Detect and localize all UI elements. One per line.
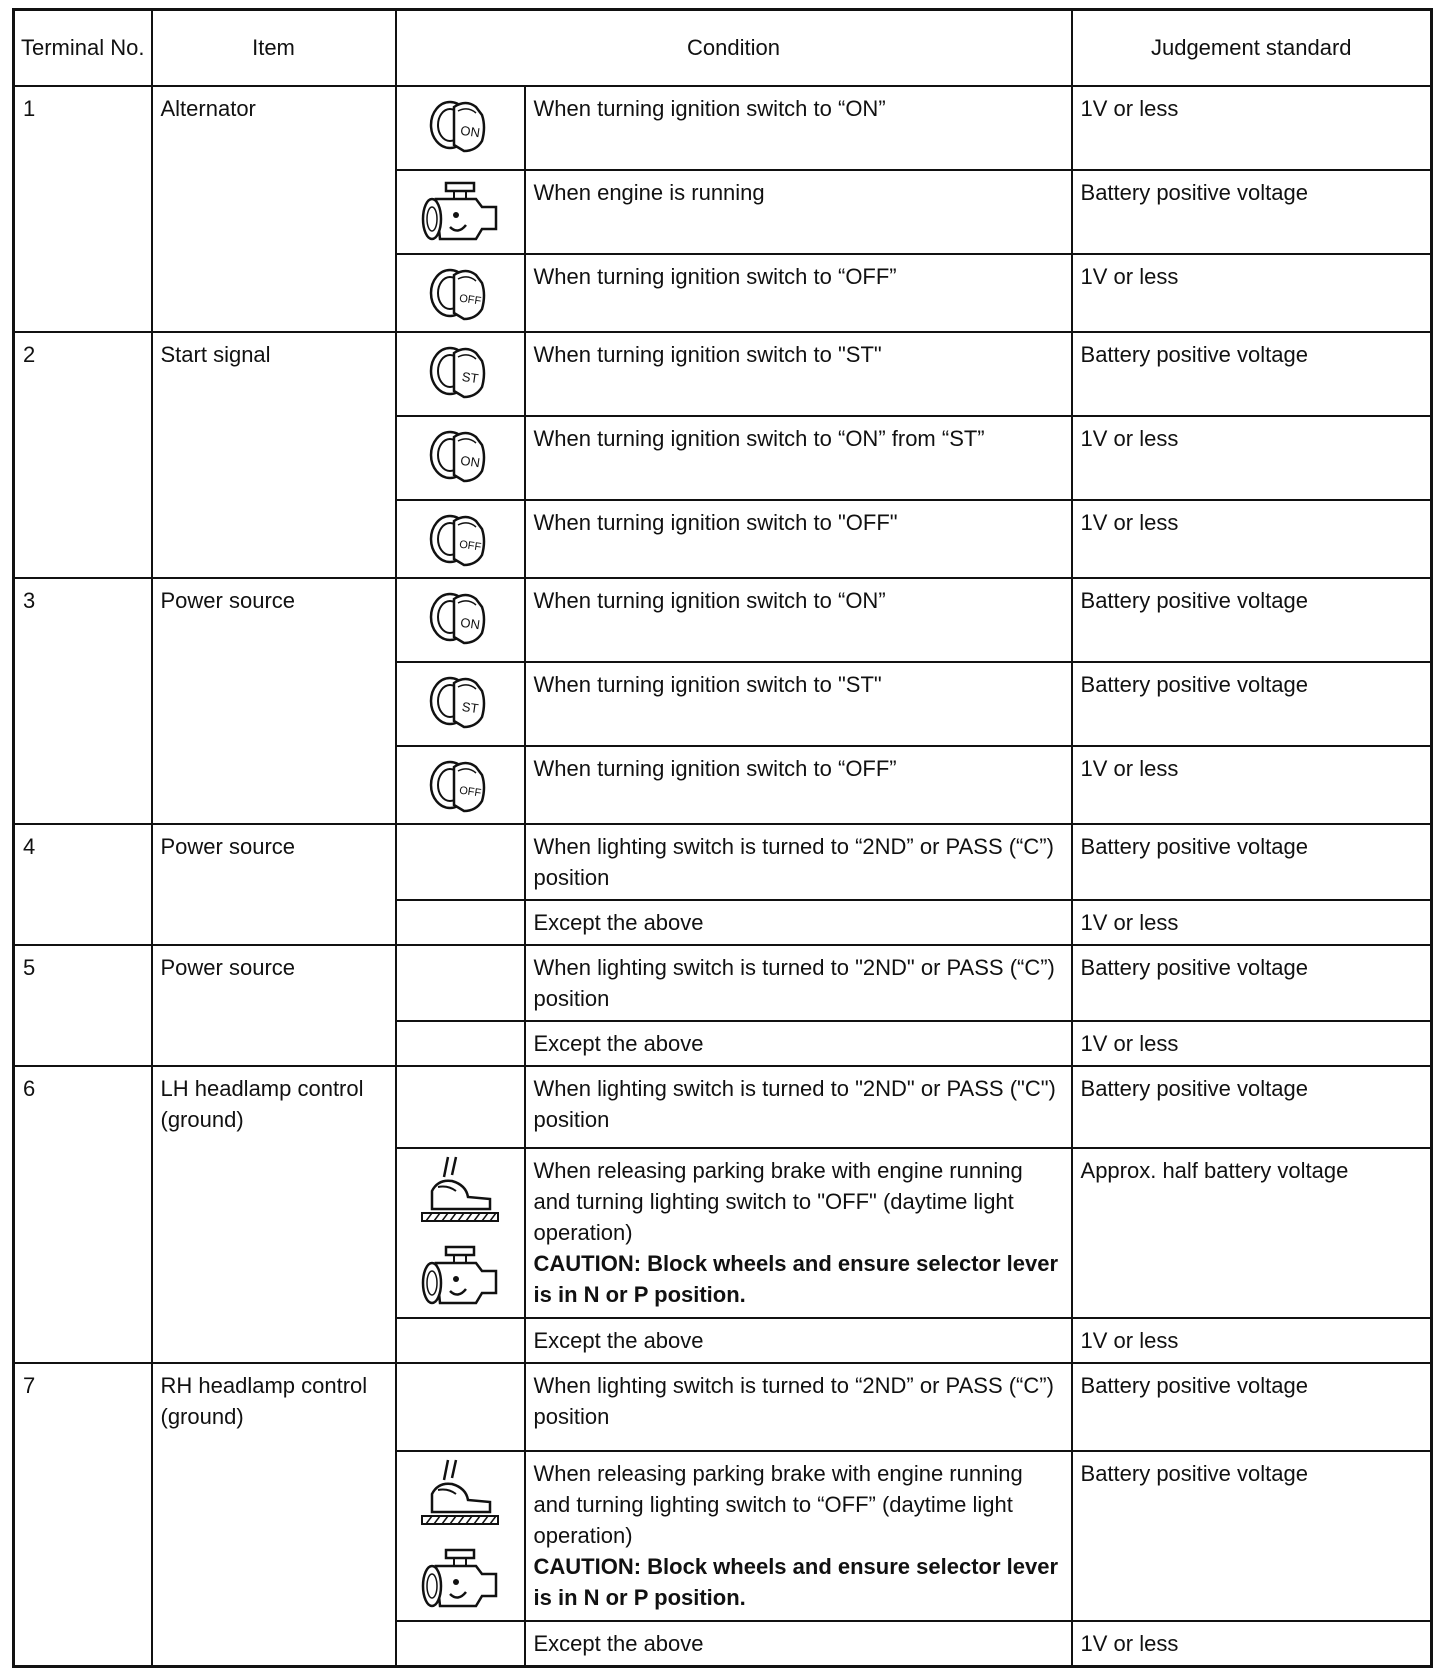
condition-text: When releasing parking brake with engine running and turning lighting switch to “OFF” (daytime light operation) bbox=[533, 1460, 1023, 1548]
item-cell: RH headlamp control (ground) bbox=[152, 1363, 396, 1667]
judgement-standard-cell: 1V or less bbox=[1072, 1318, 1432, 1363]
ignition-key-on-icon bbox=[396, 86, 525, 170]
engine-running-icon bbox=[396, 170, 525, 254]
judgement-standard-cell: 1V or less bbox=[1072, 500, 1432, 578]
condition-cell bbox=[525, 746, 1072, 824]
svg-text:ST: ST bbox=[460, 368, 480, 386]
table-row bbox=[14, 945, 1432, 1021]
item-cell: Alternator bbox=[152, 86, 396, 332]
condition-text: When lighting switch is turned to "2ND" or PASS ("C") position bbox=[533, 1075, 1056, 1132]
header-terminal-no: Terminal No. bbox=[14, 10, 152, 86]
condition-text: Except the above bbox=[533, 1630, 704, 1656]
table-row bbox=[14, 332, 1432, 416]
parking-brake-and-engine-icon bbox=[396, 1148, 525, 1318]
condition-text: Except the above bbox=[533, 1327, 704, 1353]
condition-cell bbox=[525, 824, 1072, 900]
condition-cell bbox=[525, 86, 1072, 170]
judgement-standard-cell: Battery positive voltage bbox=[1072, 1363, 1432, 1451]
svg-text:ON: ON bbox=[459, 122, 481, 140]
judgement-standard-cell: Battery positive voltage bbox=[1072, 945, 1432, 1021]
judgement-standard-cell: Battery positive voltage bbox=[1072, 332, 1432, 416]
empty-icon-cell bbox=[396, 945, 525, 1021]
condition-text: When lighting switch is turned to “2ND” or PASS (“C”) position bbox=[533, 1372, 1054, 1429]
empty-icon-cell bbox=[396, 1318, 525, 1363]
condition-cell bbox=[525, 1621, 1072, 1667]
item-cell: LH headlamp control (ground) bbox=[152, 1066, 396, 1363]
condition-text: When lighting switch is turned to “2ND” or PASS (“C”) position bbox=[533, 833, 1054, 890]
empty-icon-cell bbox=[396, 1066, 525, 1148]
condition-text: When turning ignition switch to “ON” from “ST” bbox=[533, 425, 985, 451]
empty-icon-cell bbox=[396, 900, 525, 945]
judgement-standard-cell: Battery positive voltage bbox=[1072, 578, 1432, 662]
terminal-number-cell: 6 bbox=[14, 1066, 152, 1363]
condition-cell bbox=[525, 1318, 1072, 1363]
judgement-standard-cell: 1V or less bbox=[1072, 254, 1432, 332]
ignition-key-on-icon bbox=[396, 416, 525, 500]
condition-text: When turning ignition switch to "OFF" bbox=[533, 509, 898, 535]
item-cell: Start signal bbox=[152, 332, 396, 578]
terminal-number-cell: 1 bbox=[14, 86, 152, 332]
header-row bbox=[14, 10, 1432, 86]
condition-cell bbox=[525, 1148, 1072, 1318]
terminal-number-cell: 7 bbox=[14, 1363, 152, 1667]
judgement-standard-cell: 1V or less bbox=[1072, 1621, 1432, 1667]
caution-note: CAUTION: Block wheels and ensure selector lever is in N or P position. bbox=[533, 1553, 1059, 1610]
condition-text: When turning ignition switch to "ST" bbox=[533, 671, 882, 697]
condition-cell bbox=[525, 1451, 1072, 1621]
judgement-standard-cell: Battery positive voltage bbox=[1072, 1451, 1432, 1621]
condition-text: When releasing parking brake with engine running and turning lighting switch to "OFF" (daytime light operation) bbox=[533, 1157, 1023, 1245]
condition-cell bbox=[525, 332, 1072, 416]
condition-cell bbox=[525, 254, 1072, 332]
caution-note: CAUTION: Block wheels and ensure selector lever is in N or P position. bbox=[533, 1250, 1059, 1307]
header-condition: Condition bbox=[396, 10, 1072, 86]
condition-text: When turning ignition switch to “OFF” bbox=[533, 755, 897, 781]
ignition-key-on-icon bbox=[396, 578, 525, 662]
condition-cell bbox=[525, 170, 1072, 254]
judgement-standard-cell: 1V or less bbox=[1072, 746, 1432, 824]
terminal-spec-sheet bbox=[12, 8, 1430, 1656]
condition-text: When turning ignition switch to “ON” bbox=[533, 95, 886, 121]
ignition-key-off-icon bbox=[396, 500, 525, 578]
item-cell: Power source bbox=[152, 578, 396, 824]
item-cell: Power source bbox=[152, 824, 396, 945]
judgement-standard-cell: Approx. half battery voltage bbox=[1072, 1148, 1432, 1318]
item-cell: Power source bbox=[152, 945, 396, 1066]
svg-text:OFF: OFF bbox=[458, 538, 482, 553]
svg-text:OFF: OFF bbox=[458, 292, 482, 307]
judgement-standard-cell: 1V or less bbox=[1072, 86, 1432, 170]
judgement-standard-cell: 1V or less bbox=[1072, 900, 1432, 945]
table-row bbox=[14, 86, 1432, 170]
svg-text:OFF: OFF bbox=[458, 784, 482, 799]
judgement-standard-cell: Battery positive voltage bbox=[1072, 170, 1432, 254]
svg-text:ST: ST bbox=[460, 698, 480, 716]
condition-text: When turning ignition switch to “ON” bbox=[533, 587, 886, 613]
table-row bbox=[14, 824, 1432, 900]
header-judgement-standard: Judgement standard bbox=[1072, 10, 1432, 86]
ignition-key-st-icon bbox=[396, 662, 525, 746]
condition-text: When turning ignition switch to “OFF” bbox=[533, 263, 897, 289]
condition-text: When engine is running bbox=[533, 179, 765, 205]
judgement-standard-cell: Battery positive voltage bbox=[1072, 1066, 1432, 1148]
table-row bbox=[14, 1363, 1432, 1451]
empty-icon-cell bbox=[396, 1621, 525, 1667]
condition-cell bbox=[525, 945, 1072, 1021]
svg-text:ON: ON bbox=[459, 614, 481, 632]
header-item: Item bbox=[152, 10, 396, 86]
empty-icon-cell bbox=[396, 1021, 525, 1066]
ignition-key-off-icon bbox=[396, 254, 525, 332]
table-row bbox=[14, 578, 1432, 662]
condition-cell bbox=[525, 578, 1072, 662]
ignition-key-off-icon bbox=[396, 746, 525, 824]
ignition-key-st-icon bbox=[396, 332, 525, 416]
condition-cell bbox=[525, 900, 1072, 945]
judgement-standard-cell: Battery positive voltage bbox=[1072, 824, 1432, 900]
svg-text:ON: ON bbox=[459, 452, 481, 470]
condition-cell bbox=[525, 1066, 1072, 1148]
condition-text: When turning ignition switch to "ST" bbox=[533, 341, 882, 367]
judgement-standard-cell: 1V or less bbox=[1072, 1021, 1432, 1066]
terminal-number-cell: 2 bbox=[14, 332, 152, 578]
empty-icon-cell bbox=[396, 824, 525, 900]
condition-cell bbox=[525, 1363, 1072, 1451]
table-row bbox=[14, 1066, 1432, 1148]
condition-text: Except the above bbox=[533, 1030, 704, 1056]
terminal-number-cell: 3 bbox=[14, 578, 152, 824]
condition-cell bbox=[525, 1021, 1072, 1066]
condition-text: When lighting switch is turned to "2ND" or PASS (“C”) position bbox=[533, 954, 1055, 1011]
terminal-number-cell: 5 bbox=[14, 945, 152, 1066]
table-body bbox=[14, 86, 1432, 1667]
condition-text: Except the above bbox=[533, 909, 704, 935]
empty-icon-cell bbox=[396, 1363, 525, 1451]
terminal-spec-table bbox=[12, 8, 1433, 1668]
condition-cell bbox=[525, 416, 1072, 500]
parking-brake-and-engine-icon bbox=[396, 1451, 525, 1621]
terminal-number-cell: 4 bbox=[14, 824, 152, 945]
judgement-standard-cell: 1V or less bbox=[1072, 416, 1432, 500]
judgement-standard-cell: Battery positive voltage bbox=[1072, 662, 1432, 746]
condition-cell bbox=[525, 500, 1072, 578]
condition-cell bbox=[525, 662, 1072, 746]
